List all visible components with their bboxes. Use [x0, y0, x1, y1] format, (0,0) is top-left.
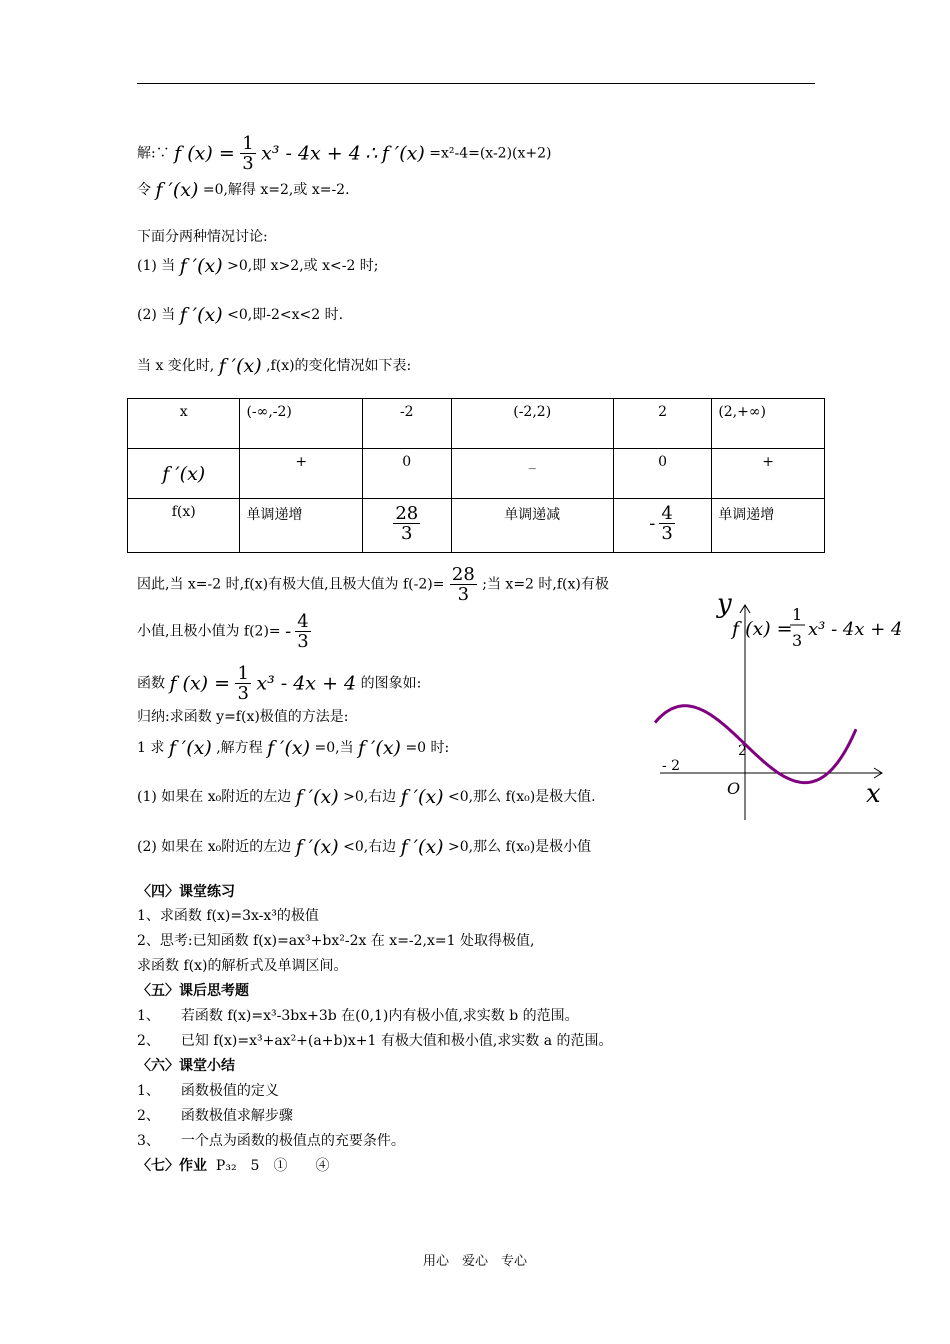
page-footer: 用心 爱心 专心: [422, 1254, 527, 1269]
graph-func-rest: x³ - 4x + 4: [808, 619, 903, 640]
section-6-item: 1、 函数极值的定义: [137, 1083, 279, 1099]
function-graph: [660, 589, 903, 820]
discussion-intro: 下面分两种情况讨论:: [137, 229, 268, 245]
section-4-item: 2、思考:已知函数 f(x)=ax³+bx²-2x 在 x=-2,x=1 处取得极值,: [137, 933, 535, 949]
section-5-title: 〈五〉课后思考题: [137, 983, 249, 999]
graph-intro: 函数 f (x) = $\frac{1}{3}$ x³ - 4x + 4 的图象如:: [137, 663, 422, 704]
fraction-one-third: $\frac{1}{3}$: [242, 133, 254, 174]
table-row-x: x (-∞,-2) -2 (-2,2) 2 (2,+∞): [128, 399, 825, 449]
section-6-item: 3、 一个点为函数的极值点的充要条件。: [137, 1133, 405, 1149]
section-5-item: 1、 若函数 f(x)=x³-3bx+3b 在(0,1)内有极小值,求实数 b 的范围。: [137, 1008, 579, 1024]
graph-func-frac-den: 3: [792, 631, 803, 650]
table-intro: 当 x 变化时, f ′(x) ,f(x)的变化情况如下表:: [137, 355, 412, 377]
method-step-1: 1 求 f ′(x) ,解方程 f ′(x) =0,当 f ′(x) =0 时:: [137, 737, 450, 759]
header-rule: [137, 83, 815, 84]
rule-max: (1) 如果在 x₀附近的左边 f ′(x) >0,右边 f ′(x) <0,那么 f(x₀)是极大值.: [137, 786, 596, 808]
origin-label: O: [727, 779, 741, 798]
conclusion-max: 因此,当 x=-2 时,f(x)有极大值,且极大值为 f(-2)= $\frac{28}{3}$ ;当 x=2 时,f(x)有极: [137, 564, 609, 605]
zero-line: 令 f ′(x) =0,解得 x=2,或 x=-2.: [137, 179, 350, 201]
section-7-title: 〈七〉作业 P₃₂ 5 ① ④: [137, 1158, 330, 1174]
section-4-item: 求函数 f(x)的解析式及单调区间。: [137, 958, 348, 974]
case-1: (1) 当 f ′(x) >0,即 x>2,或 x<-2 时;: [137, 255, 379, 277]
solution-line: 解:∵ f (x) = $\frac{1}{3}$ x³ - 4x + 4 ∴ f ′(x) =x²-4=(x-2)(x+2): [137, 133, 552, 174]
conclusion-min: 小值,且极小值为 f(2)= - $\frac{4}{3}$: [137, 611, 309, 652]
table-row-f: f(x) 单调递增 $\frac{28}{3}$ 单调递减 - $\frac{4}{3}$ 单调递增: [128, 499, 825, 553]
section-4-title: 〈四〉课堂练习: [137, 884, 235, 900]
rule-min: (2) 如果在 x₀附近的左边 f ′(x) <0,右边 f ′(x) >0,那么 f(x₀)是极小值: [137, 836, 592, 858]
section-4-item: 1、求函数 f(x)=3x-x³的极值: [137, 908, 319, 924]
section-6-title: 〈六〉课堂小结: [137, 1058, 235, 1074]
x-axis-label: x: [866, 779, 881, 809]
neg-two-label: - 2: [662, 758, 681, 774]
variation-table: [127, 398, 825, 553]
tick-two-label: 2: [738, 743, 747, 759]
y-axis-label: y: [717, 589, 732, 619]
table-row-derivative: f ′(x) + 0 _ 0 +: [128, 449, 825, 499]
case-2: (2) 当 f ′(x) <0,即-2<x<2 时.: [137, 304, 344, 326]
cubic-curve: [655, 706, 856, 783]
graph-func-frac-num: 1: [792, 605, 803, 624]
section-6-item: 2、 函数极值求解步骤: [137, 1108, 293, 1124]
section-5-item: 2、 已知 f(x)=x³+ax²+(a+b)x+1 有极大值和极小值,求实数 a 的范围。: [137, 1033, 613, 1049]
method-title: 归纳:求函数 y=f(x)极值的方法是:: [137, 709, 349, 725]
graph-func-label: f (x) =: [732, 618, 793, 640]
